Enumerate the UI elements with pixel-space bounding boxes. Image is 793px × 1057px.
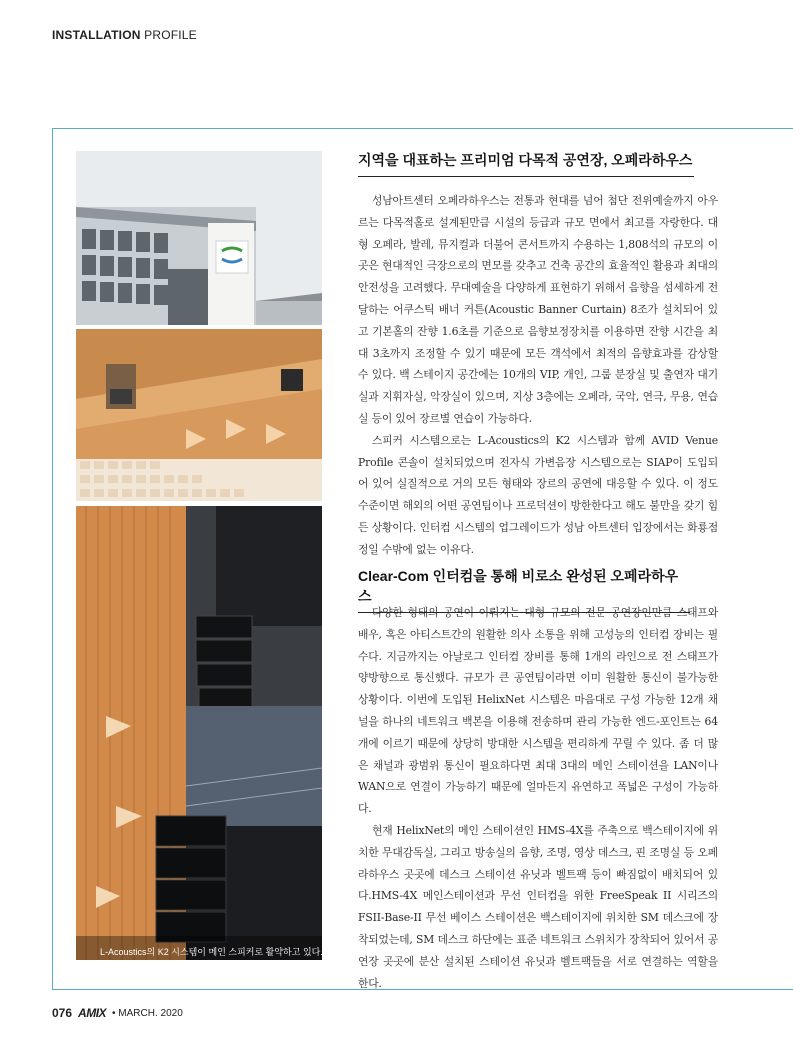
article-section-1 [358,190,718,561]
page-number: 076 [52,1006,73,1020]
section-header: INSTALLATION PROFILE [52,28,197,42]
paragraph: 다양한 형태의 공연이 이뤄지는 대형 규모의 전문 공연장인만큼 스태프와 배우, 혹은 아티스트간의 원활한 의사 소통을 위해 고성능의 인터컴 장비는 필수다. 지금까지는 아날로그 인터컴 장비를 통해 1개의 라인으로 전 스태프가 양방향으로 통신했다. 규모가 큰 공연팀이라면 이미 원활한 통신이 불가능한 상황이다. 이번에 도입된 HelixNet 시스템은 마음대로 구성 가능한 12개 채널을 하나의 네트워크 백본을 이용해 전송하며 관리 가능한 엔드-포인트는 64개에 이르기 때문에 상당히 방대한 시스템을 편리하게 꾸릴 수 있다. 좀 더 많은 채널과 광범위 통신이 필요하다면 최대 3대의 메인 스테이션을 LAN이나 WAN으로 연결이 가능하기 때문에 얼마든지 유연하고 폭넓은 구성이 가능하다. [358,606,718,816]
page-footer [52,1006,183,1020]
photo-caption: L-Acoustics의 K2 시스템이 메인 스피커로 활약하고 있다. [100,947,323,957]
auditorium-photo [76,329,322,501]
paragraph: 성남아트센터 오페라하우스는 전통과 현대를 넘어 첨단 전위예술까지 아우르는 다목적홀로 설계된만큼 시설의 등급과 규모 면에서 최고를 자랑한다. 대형 오페라, 발레, 뮤지컬과 더불어 콘서트까지 수용하는 1,808석의 규모의 이 곳은 현대적인 극장으로의 면모를 갖추고 건축 공간의 효율적인 활용과 최대의 안전성을 고려했다. 무대예술을 다양하게 표현하기 위해서 음향을 섬세하게 전달하는 어쿠스틱 배너 커튼(Acoustic Banner Curtain) 8조가 설치되어 있고 기본홀의 잔향 1.6초를 기준으로 음향보정장치를 이용하면 잔향 시간을 최대 3초까지 조정할 수 있기 때문에 모든 객석에서 최적의 음향효과를 감상할 수 있다. 백 스테이지 공간에는 10개의 VIP, 개인, 그룹 분장실 및 출연자 대기실과 지휘자실, 악장실이 있으며, 지상 3층에는 오페라, 국악, 연극, 무용, 연습실 등이 있어 장르별 연습이 가능하다. [358,194,718,425]
paragraph: 현재 HelixNet의 메인 스테이션인 HMS-4X를 주축으로 백스테이지에 위치한 무대감독실, 그리고 방송실의 음향, 조명, 영상 데스크, 핀 조명실 등 오페라하우스 곳곳에 데스크 스테이션 유닛과 벨트팩 등이 빠짐없이 배치되어 있다.HMS-4X 메인스테이션과 무선 인터컴을 위한 FreeSpeak II 시리즈의 FSII-Base-II 무선 베이스 스테이션은 백스테이지에 위치한 SM 데스크에 장착되었는데, SM 데스크 하단에는 표준 네트워크 스위치가 장착되어 있어서 공연장 곳곳에 분산 설치된 스테이션 유닛과 벨트팩들을 서로 연결하는 역할을 한다. [358,823,718,990]
article-section-2 [358,602,718,994]
section-title-opera-house: 지역을 대표하는 프리미엄 다목적 공연장, 오페라하우스 [358,150,694,177]
issue-date: • MARCH. 2020 [112,1007,183,1019]
speaker-array-photo [76,506,322,960]
magazine-logo: AMIX [78,1006,107,1020]
building-exterior-photo [76,151,322,325]
paragraph: 스피커 시스템으로는 L-Acoustics의 K2 시스템과 함께 AVID Venue Profile 콘솔이 설치되었으며 전자식 가변음장 시스템으로는 SIAP이 도입되어 있어 실질적으로 거의 모든 형태와 장르의 공연에 대응할 수 있다. 이 정도 수준이면 해외의 어떤 공연팀이나 프로덕션이 방한한다고 해도 불만을 갖기 힘든 상황이다. 인터컴 시스템의 업그레이드가 성남 아트센터 입장에서는 화룡점정일 수밖에 없는 이유다. [358,433,718,556]
section-title-clear-com: Clear-Com 인터컴을 통해 비로소 완성된 오페라하우스 [358,566,690,613]
